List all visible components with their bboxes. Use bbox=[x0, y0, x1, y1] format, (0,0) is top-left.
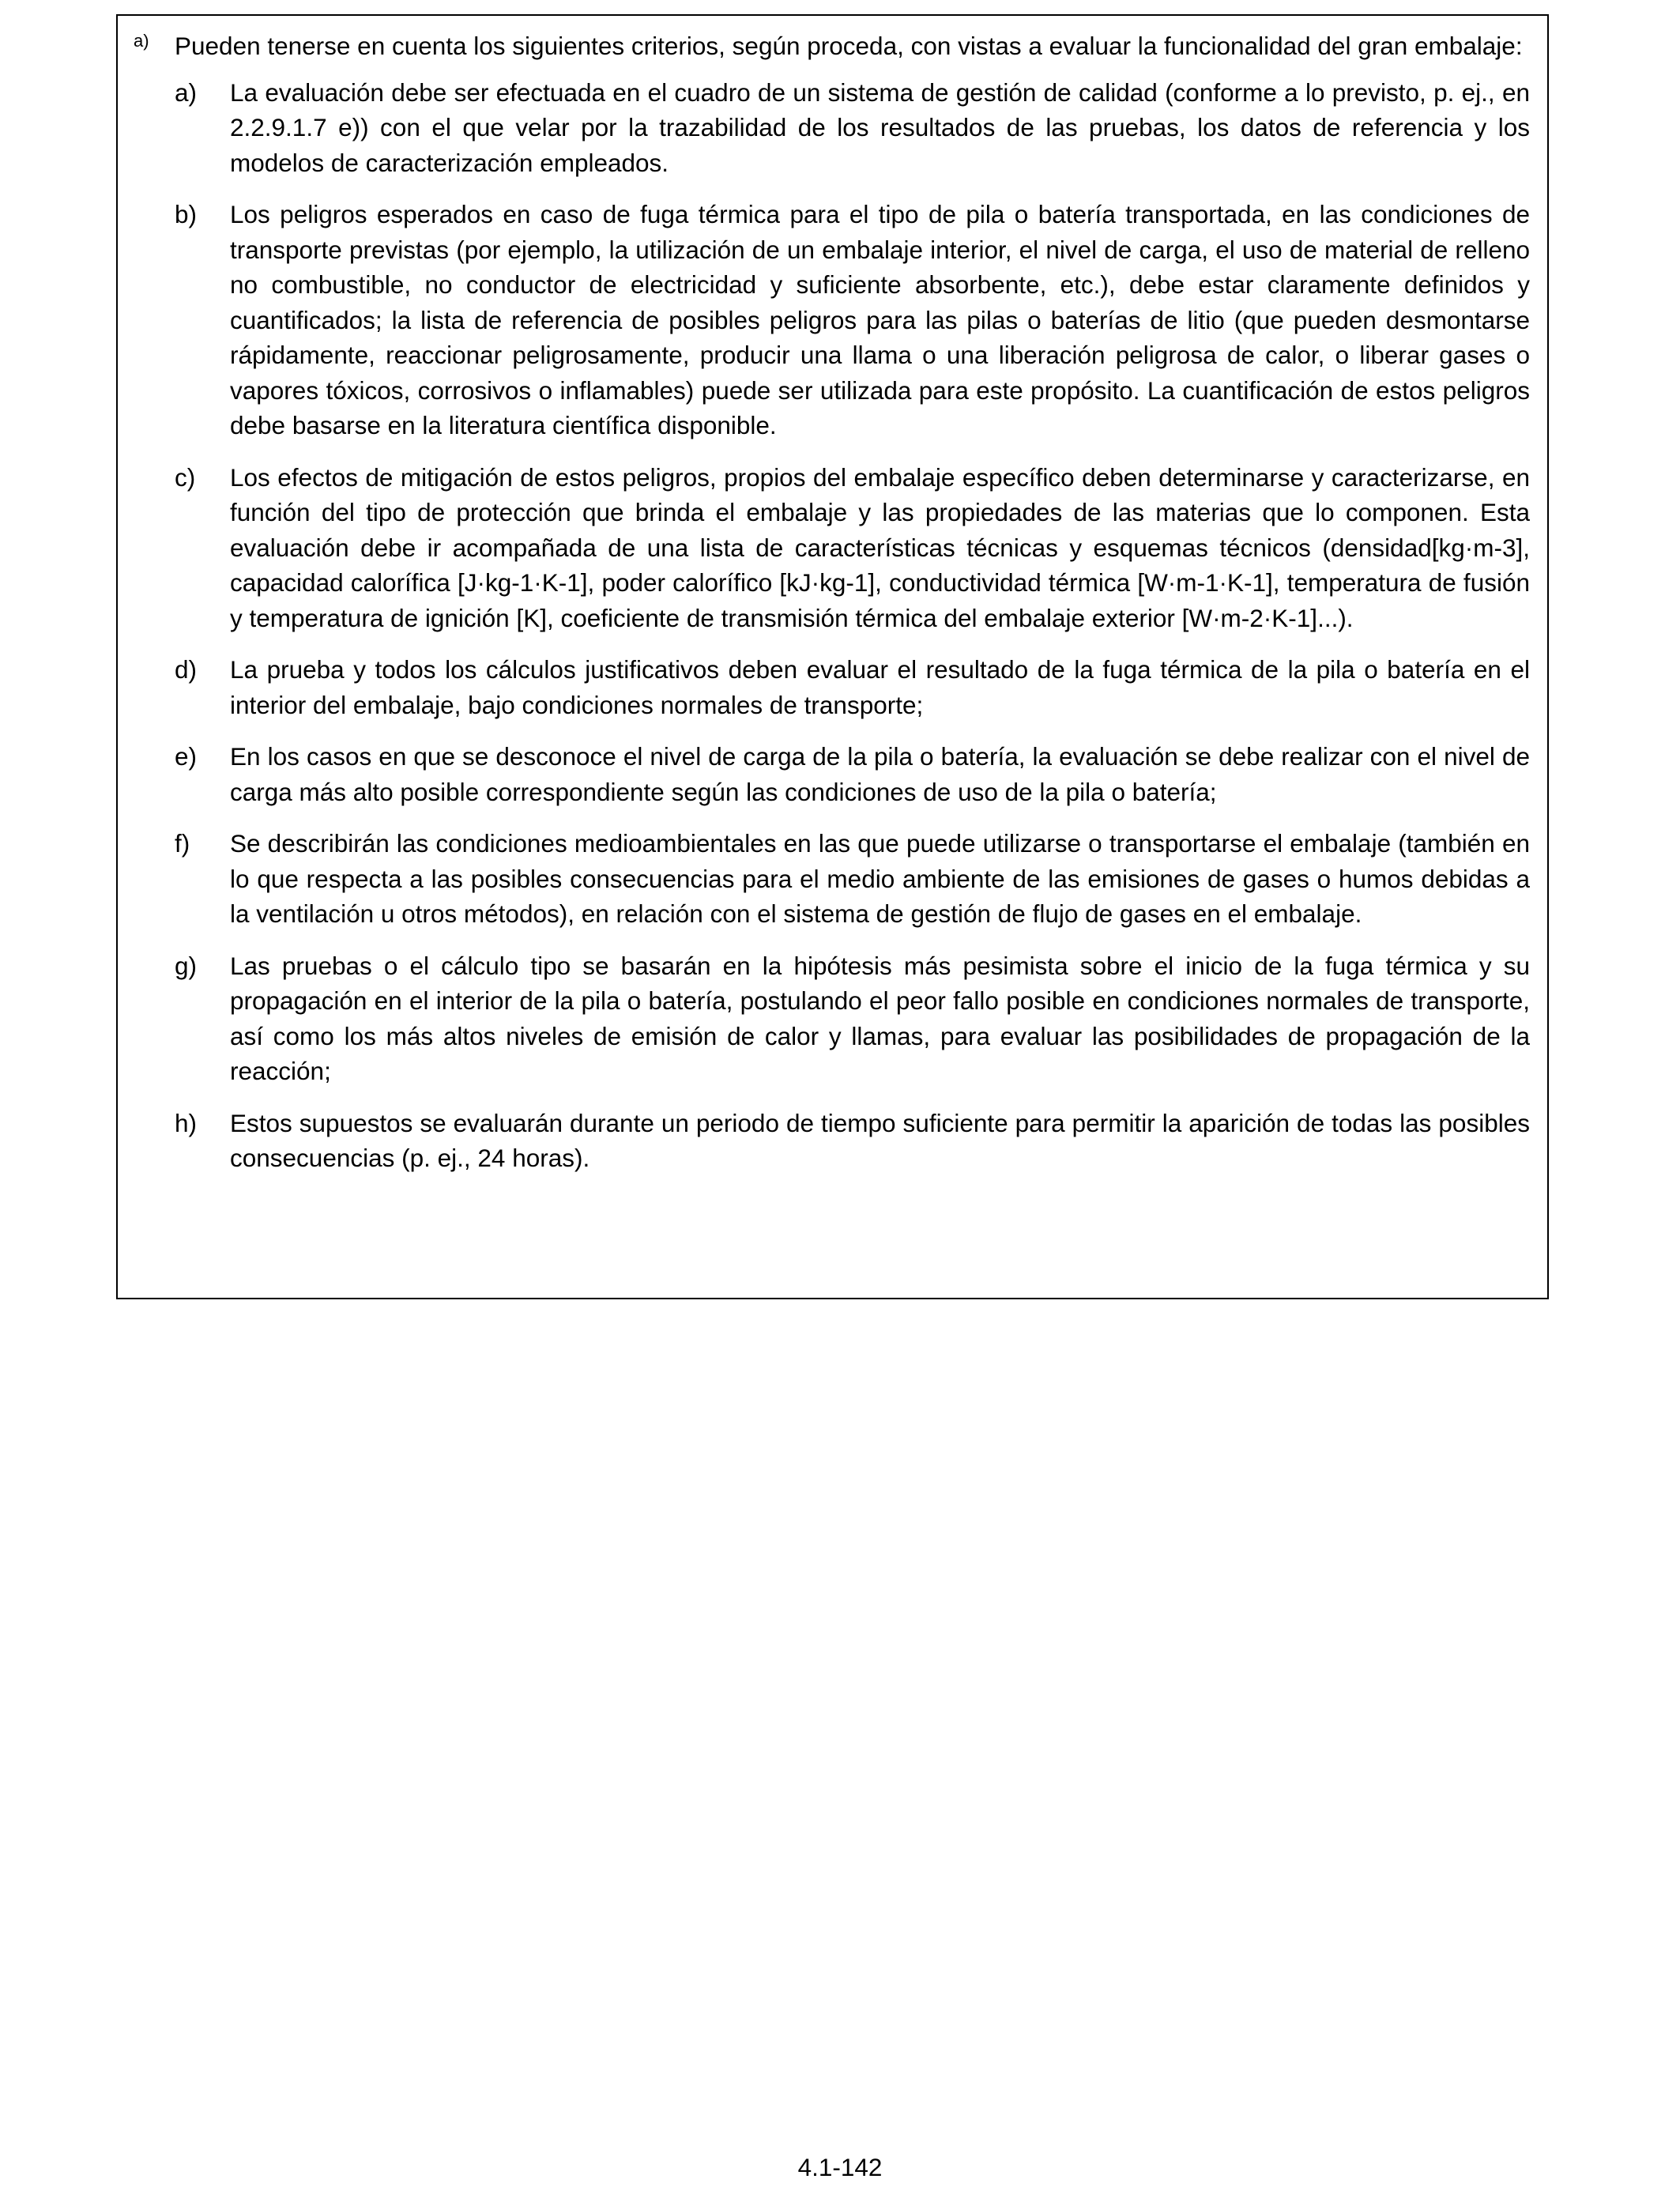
item-text: Estos supuestos se evaluarán durante un periodo de tiempo suficiente para permitir la aparición de todas las posibles consecuencias (p. ej., 24 horas). bbox=[230, 1108, 1530, 1172]
footnote-box bbox=[116, 14, 1549, 1299]
item-text: La evaluación debe ser efectuada en el cuadro de un sistema de gestión de calidad (conforme a lo previsto, p. ej., en 2.2.9.1.7 e)) con el que velar por la trazabilidad de los resultados de las pruebas, los datos de referencia y los modelos de caracterización empleados. bbox=[230, 77, 1530, 177]
footnote-intro bbox=[134, 28, 1530, 64]
list-item bbox=[175, 460, 1530, 636]
list-item bbox=[175, 739, 1530, 809]
page-number: 4.1-142 bbox=[797, 2153, 883, 2181]
item-text: En los casos en que se desconoce el nivel de carga de la pila o batería, la evaluación se debe realizar con el nivel de carga más alto posible correspondiente según las condiciones de uso de la pila o batería; bbox=[230, 742, 1530, 806]
item-label: c) bbox=[175, 462, 196, 492]
item-text: Los peligros esperados en caso de fuga térmica para el tipo de pila o batería transportada, en las condiciones de transporte previstas (por ejemplo, la utilización de un embalaje interior, el nivel de carga, el uso de material de relleno no combustible, no conductor de electricidad y suficiente absorbente, etc.), debe estar claramente definidos y cuantificados; la lista de referencia de posibles peligros para las pilas o baterías de litio (que pueden desmontarse rápidamente, reaccionar peligrosamente, producir una llama o una liberación peligrosa de calor, o liberar gases o vapores tóxicos, corrosivos o inflamables) puede ser utilizada para este propósito. La cuantificación de estos peligros debe basarse en la literatura científica disponible. bbox=[230, 200, 1530, 439]
criteria-list bbox=[134, 75, 1530, 1176]
item-label: a) bbox=[175, 77, 198, 107]
footnote-marker: a) bbox=[134, 31, 149, 51]
item-text: La prueba y todos los cálculos justificativos deben evaluar el resultado de la fuga térmica de la pila o batería en el interior del embalaje, bajo condiciones normales de transporte; bbox=[230, 655, 1530, 719]
intro-text: Pueden tenerse en cuenta los siguientes criterios, según proceda, con vistas a evaluar la funcionalidad del gran embalaje: bbox=[175, 32, 1523, 60]
list-item bbox=[175, 826, 1530, 932]
list-item bbox=[175, 1106, 1530, 1176]
item-text: Las pruebas o el cálculo tipo se basarán en la hipótesis más pesimista sobre el inicio de la fuga térmica y su propagación en el interior de la pila o batería, postulando el peor fallo posible en condiciones normales de transporte, así como los más altos niveles de emisión de calor y llamas, para evaluar las posibilidades de propagación de la reacción; bbox=[230, 951, 1530, 1085]
list-item bbox=[175, 652, 1530, 722]
item-label: e) bbox=[175, 742, 198, 771]
list-item bbox=[175, 75, 1530, 181]
list-item bbox=[175, 948, 1530, 1089]
item-label: h) bbox=[175, 1108, 198, 1137]
item-label: f) bbox=[175, 829, 190, 858]
item-label: b) bbox=[175, 200, 198, 228]
item-text: Los efectos de mitigación de estos peligros, propios del embalaje específico deben determinarse y caracterizarse, en función del tipo de protección que brinda el embalaje y las propiedades de las materias que lo componen. Esta evaluación debe ir acompañada de una lista de características técnicas y esquemas técnicos (densidad[kg·m-3], capacidad calorífica [J·kg-1·K-1], poder calorífico [kJ·kg-1], conductividad térmica [W·m-1·K-1], temperatura de fusión y temperatura de ignición [K], coeficiente de transmisión térmica del embalaje exterior [W·m-2·K-1]...). bbox=[230, 462, 1530, 632]
item-label: d) bbox=[175, 655, 198, 684]
item-label: g) bbox=[175, 951, 198, 980]
item-text: Se describirán las condiciones medioambientales en las que puede utilizarse o transportarse el embalaje (también en lo que respecta a las posibles consecuencias para el medio ambiente de las emisiones de gases o humos debidas a la ventilación u otros métodos), en relación con el sistema de gestión de flujo de gases en el embalaje. bbox=[230, 829, 1530, 928]
list-item bbox=[175, 197, 1530, 443]
